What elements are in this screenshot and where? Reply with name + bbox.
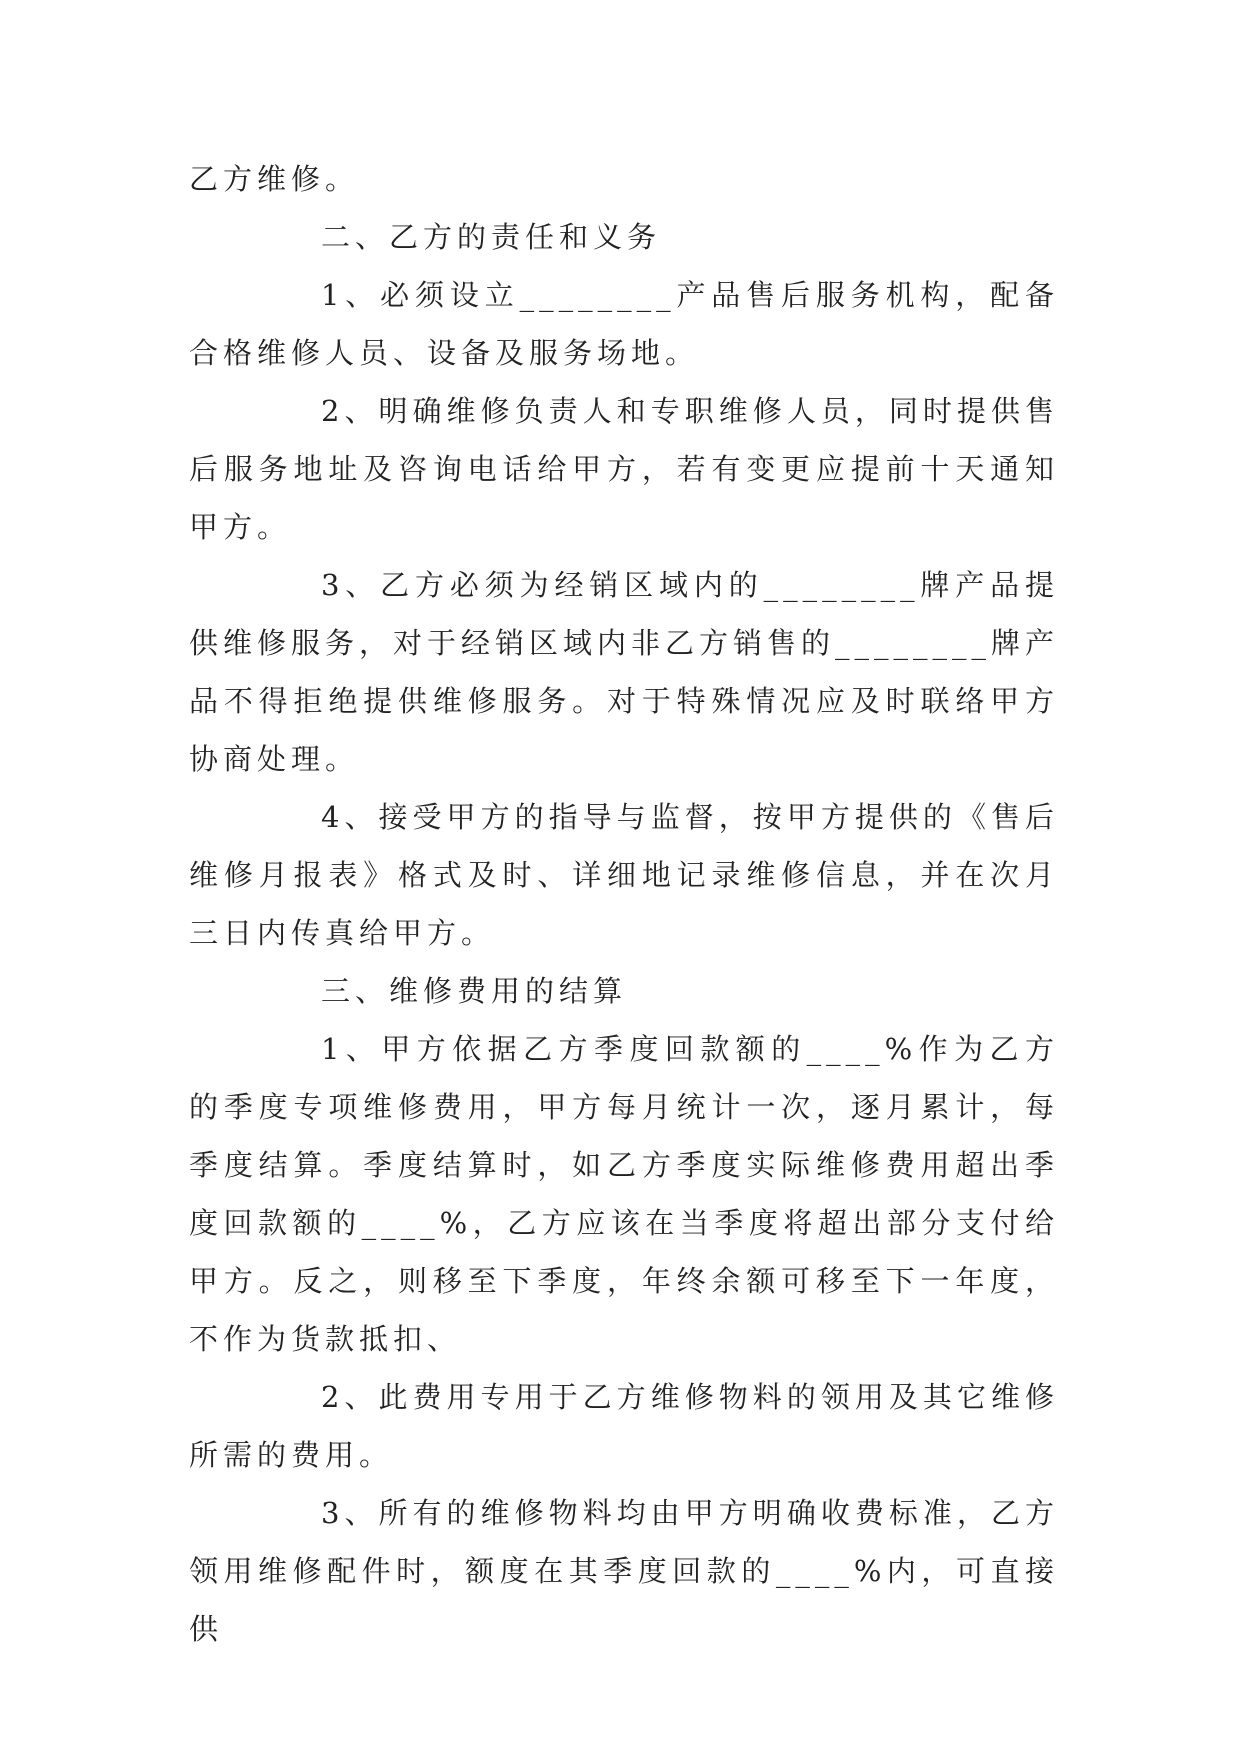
section-heading-2: 二、乙方的责任和义务	[321, 220, 662, 254]
paragraph-item-2-1: 1、必须设立________产品售后服务机构，配备合格维修人员、设备及服务场地。	[189, 278, 1059, 370]
paragraph-item-2-4: 4、接受甲方的指导与监督，按甲方提供的《售后维修月报表》格式及时、详细地记录维修信息，并在次月三日内传真给甲方。	[189, 800, 1059, 950]
section-heading-3: 三、维修费用的结算	[321, 974, 628, 1008]
paragraph-item-3-3: 3、所有的维修物料均由甲方明确收费标准，乙方领用维修配件时，额度在其季度回款的____%内，可直接供	[189, 1496, 1059, 1646]
document-body	[189, 150, 1059, 1658]
paragraph-item-2-2: 2、明确维修负责人和专职维修人员，同时提供售后服务地址及咨询电话给甲方，若有变更应提前十天通知甲方。	[189, 394, 1059, 544]
paragraph-item-3-2: 2、此费用专用于乙方维修物料的领用及其它维修所需的费用。	[189, 1380, 1059, 1472]
paragraph-item-2-3: 3、乙方必须为经销区域内的________牌产品提供维修服务，对于经销区域内非乙方销售的________牌产品不得拒绝提供维修服务。对于特殊情况应及时联络甲方协商处理。	[189, 568, 1060, 776]
paragraph-item-3-1: 1、甲方依据乙方季度回款额的____%作为乙方的季度专项维修费用，甲方每月统计一次，逐月累计，每季度结算。季度结算时，如乙方季度实际维修费用超出季度回款额的____%，乙方应该在当季度将超出部分支付给甲方。反之，则移至下季度，年终余额可移至下一年度，不作为货款抵扣、	[189, 1032, 1059, 1356]
paragraph-continuation: 乙方维修。	[189, 162, 360, 196]
